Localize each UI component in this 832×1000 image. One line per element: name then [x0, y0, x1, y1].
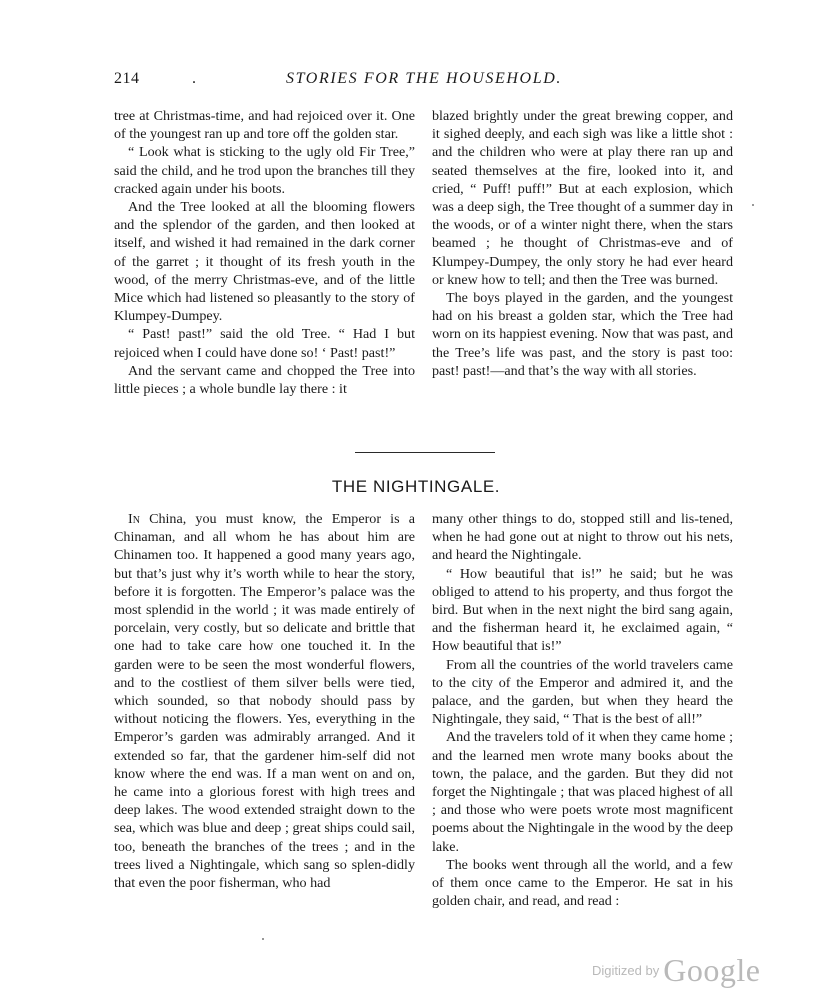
paragraph: The books went through all the world, and a few of them once came to the Emperor. He sat in his golden chair, and read, and read :	[432, 856, 733, 910]
paragraph	[114, 510, 415, 892]
paragraph: “ Look what is sticking to the ugly old Fir Tree,” said the child, and he trod upon the branches till they cracked again under his boots.	[114, 144, 415, 197]
drop-word: In	[128, 511, 140, 527]
paragraph: many other things to do, stopped still and lis-tened, when he had gone out at night to throw out his nets, and heard the Nightingale.	[432, 511, 733, 564]
paragraph: And the Tree looked at all the blooming flowers and the splendor of the garden, and then looked at itself, and wished it had remained in the dark corner of the garret ; it thought of its fresh youth in the wood, of the merry Christmas-eve, and of the little Mice which had listened so pleasantly to the story of Klumpey-Dumpey.	[114, 199, 415, 325]
paragraph: And the servant came and chopped the Tree into little pieces ; a whole bundle lay there : it	[114, 362, 415, 398]
paragraph: blazed brightly under the great brewing copper, and it sighed deeply, and each sigh was like a little shot : and the children who were at play there ran up and seated themselves at the fire, looked into it, and cried, “ Puff! puff!” But at each explosion, which was a deep sigh, the Tree thought of a summer day in the woods, or of a winter night there, when the stars beamed ; he thought of Christmas-eve and of Klumpey-Dumpey, the only story he had ever heard or knew how to tell; and then the Tree was burned.	[432, 108, 733, 288]
fir-tree-left-column	[114, 107, 415, 398]
paragraph: From all the countries of the world travelers came to the city of the Emperor and admired it, and the palace, and the garden, but when they heard the Nightingale, they said, “ That is the best of all!”	[432, 656, 733, 728]
paragraph: “ Past! past!” said the old Tree. “ Had I but rejoiced when I could have done so! ‘ Past! past!”	[114, 326, 415, 361]
paragraph: “ How beautiful that is!” he said; but he was obliged to attend to his property, and thus forgot the bird. But when in the next night the bird sang again, and the fisherman heard it, he exclaimed again, “ How beautiful that is!”	[432, 565, 733, 655]
story-title: THE NIGHTINGALE.	[331, 477, 501, 496]
print-speck	[262, 938, 264, 940]
nightingale-left-column	[114, 510, 415, 892]
paragraph: The boys played in the garden, and the youngest had on his breast a golden star, which the Tree had worn on its happiest evening. Now that was past, and the Tree’s life was past, and the story is past too: past! past!—and that’s the way with all stories.	[432, 290, 733, 379]
page-number: 214	[114, 70, 140, 87]
nightingale-right-column	[432, 510, 733, 910]
section-divider	[355, 452, 495, 453]
digitized-watermark	[592, 952, 760, 992]
paragraph: tree at Christmas-time, and had rejoiced over it. One of the youngest ran up and tore off the golden star.	[114, 108, 415, 143]
header-separator: .	[192, 70, 197, 87]
page-header	[114, 70, 734, 94]
fir-tree-right-column	[432, 107, 733, 380]
print-speck	[752, 204, 754, 206]
watermark-prefix: Digitized by	[592, 963, 660, 978]
paragraph: And the travelers told of it when they came home ; and the learned men wrote many books about the town, the palace, and the garden. But they did not forget the Nightingale ; that was placed highest of all ; and those who were poets wrote most magnificent poems about the Nightingale in the wood by the deep lake.	[432, 729, 733, 855]
watermark-brand: Google	[663, 952, 761, 988]
paragraph-text: China, you must know, the Emperor is a Chinaman, and all whom he has about him are Chinamen too. It happened a good many years ago, but that’s just why it’s worth while to hear the story, before it is forgotten. The Emperor’s palace was the most splendid in the world ; it was made entirely of porcelain, very costly, but so delicate and brittle that one had to take care how one touched it. In the garden were to be seen the most wonderful flowers, and to the costliest of them silver bells were tied, which sounded, so that nobody should pass by without noticing the flowers. Yes, everything in the Emperor’s garden was admirably arranged. And it extended so far, that the gardener him-self did not know where the end was. If a man went on and on, he came into a glorious forest with high trees and deep lakes. The wood extended straight down to the sea, which was blue and deep ; great ships could sail, too, beneath the branches of the trees ; and in the trees lived a Nightingale, which sang so splen-didly that even the poor fisherman, who had	[114, 511, 415, 892]
running-title: STORIES FOR THE HOUSEHOLD.	[286, 70, 562, 87]
